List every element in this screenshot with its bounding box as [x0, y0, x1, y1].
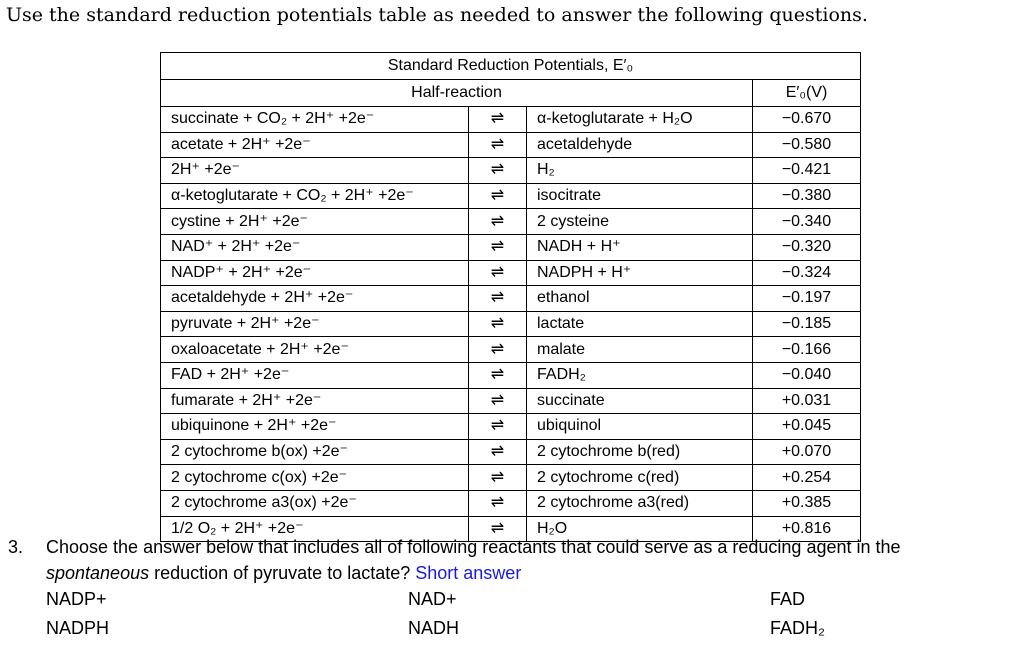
- table-row: [161, 183, 861, 209]
- product-cell: isocitrate: [527, 183, 753, 209]
- eo-value-cell: −0.185: [753, 311, 861, 337]
- option-nadph[interactable]: NADPH: [46, 618, 110, 638]
- question-emphasis: spontaneous: [46, 563, 150, 583]
- reactant-cell: fumarate + 2H⁺ +2e⁻: [161, 388, 469, 414]
- table-row: [161, 311, 861, 337]
- product-cell: 2 cytochrome b(red): [527, 439, 753, 465]
- table-row: [161, 337, 861, 363]
- eo-value-cell: +0.070: [753, 439, 861, 465]
- eo-value-cell: −0.340: [753, 209, 861, 235]
- eo-value-cell: −0.324: [753, 260, 861, 286]
- arrow-cell: ⇌: [469, 465, 527, 491]
- product-cell: 2 cytochrome c(red): [527, 465, 753, 491]
- reactant-cell: pyruvate + 2H⁺ +2e⁻: [161, 311, 469, 337]
- product-cell: succinate: [527, 388, 753, 414]
- reactant-cell: 2 cytochrome a3(ox) +2e⁻: [161, 490, 469, 516]
- table-row: [161, 286, 861, 312]
- reactant-cell: 2H⁺ +2e⁻: [161, 158, 469, 184]
- product-cell: NADPH + H⁺: [527, 260, 753, 286]
- table-row: [161, 362, 861, 388]
- question-number: 3.: [8, 537, 24, 557]
- reactant-cell: α-ketoglutarate + CO₂ + 2H⁺ +2e⁻: [161, 183, 469, 209]
- half-reaction-header: Half-reaction: [161, 80, 753, 107]
- arrow-cell: ⇌: [469, 132, 527, 158]
- table-row: [161, 158, 861, 184]
- option-fadh2[interactable]: FADH₂: [770, 618, 825, 638]
- arrow-cell: ⇌: [469, 234, 527, 260]
- short-answer-link[interactable]: Short answer: [415, 563, 522, 583]
- arrow-cell: ⇌: [469, 107, 527, 133]
- eo-value-cell: +0.816: [753, 516, 861, 542]
- eo-header: E′₀(V): [753, 80, 861, 107]
- question-text: [46, 534, 1006, 586]
- question-text-part2: reduction of pyruvate to lactate?: [149, 563, 416, 583]
- product-cell: lactate: [527, 311, 753, 337]
- product-cell: 2 cytochrome a3(red): [527, 490, 753, 516]
- product-cell: ethanol: [527, 286, 753, 312]
- arrow-cell: ⇌: [469, 439, 527, 465]
- option-nadh[interactable]: NADH: [408, 618, 460, 638]
- arrow-cell: ⇌: [469, 414, 527, 440]
- table-row: [161, 234, 861, 260]
- instructions: Use the standard reduction potentials table as needed to answer the following questions.: [6, 4, 868, 26]
- eo-value-cell: −0.166: [753, 337, 861, 363]
- product-cell: malate: [527, 337, 753, 363]
- eo-value-cell: +0.045: [753, 414, 861, 440]
- eo-value-cell: +0.254: [753, 465, 861, 491]
- option-fad[interactable]: FAD: [770, 589, 806, 609]
- arrow-cell: ⇌: [469, 516, 527, 542]
- reactant-cell: 2 cytochrome c(ox) +2e⁻: [161, 465, 469, 491]
- eo-value-cell: −0.421: [753, 158, 861, 184]
- eo-value-cell: −0.380: [753, 183, 861, 209]
- product-cell: FADH₂: [527, 362, 753, 388]
- reactant-cell: acetaldehyde + 2H⁺ +2e⁻: [161, 286, 469, 312]
- table-row: [161, 209, 861, 235]
- question-text-part1: Choose the answer below that includes all of following reactants that could serve as a reducing agent in the: [46, 537, 901, 557]
- table-row: [161, 490, 861, 516]
- reactant-cell: acetate + 2H⁺ +2e⁻: [161, 132, 469, 158]
- table-title: Standard Reduction Potentials, E′₀: [161, 53, 861, 80]
- option-nad[interactable]: NAD+: [408, 589, 457, 609]
- arrow-cell: ⇌: [469, 311, 527, 337]
- reduction-potentials-table: [160, 52, 861, 542]
- option-nadp[interactable]: NADP+: [46, 589, 107, 609]
- arrow-cell: ⇌: [469, 388, 527, 414]
- arrow-cell: ⇌: [469, 337, 527, 363]
- reactant-cell: 1/2 O₂ + 2H⁺ +2e⁻: [161, 516, 469, 542]
- eo-value-cell: −0.580: [753, 132, 861, 158]
- eo-value-cell: −0.670: [753, 107, 861, 133]
- table-row: [161, 107, 861, 133]
- reactant-cell: NAD⁺ + 2H⁺ +2e⁻: [161, 234, 469, 260]
- table-row: [161, 439, 861, 465]
- reactant-cell: oxaloacetate + 2H⁺ +2e⁻: [161, 337, 469, 363]
- arrow-cell: ⇌: [469, 286, 527, 312]
- reactant-cell: succinate + CO₂ + 2H⁺ +2e⁻: [161, 107, 469, 133]
- eo-value-cell: +0.031: [753, 388, 861, 414]
- product-cell: acetaldehyde: [527, 132, 753, 158]
- product-cell: α-ketoglutarate + H₂O: [527, 107, 753, 133]
- arrow-cell: ⇌: [469, 209, 527, 235]
- arrow-cell: ⇌: [469, 183, 527, 209]
- eo-value-cell: −0.197: [753, 286, 861, 312]
- product-cell: ubiquinol: [527, 414, 753, 440]
- reactant-cell: cystine + 2H⁺ +2e⁻: [161, 209, 469, 235]
- reactant-cell: NADP⁺ + 2H⁺ +2e⁻: [161, 260, 469, 286]
- eo-value-cell: −0.040: [753, 362, 861, 388]
- arrow-cell: ⇌: [469, 158, 527, 184]
- eo-value-cell: +0.385: [753, 490, 861, 516]
- arrow-cell: ⇌: [469, 362, 527, 388]
- arrow-cell: ⇌: [469, 260, 527, 286]
- table-row: [161, 260, 861, 286]
- table-row: [161, 132, 861, 158]
- eo-value-cell: −0.320: [753, 234, 861, 260]
- table-row: [161, 465, 861, 491]
- table-row: [161, 388, 861, 414]
- reactant-cell: ubiquinone + 2H⁺ +2e⁻: [161, 414, 469, 440]
- product-cell: NADH + H⁺: [527, 234, 753, 260]
- arrow-cell: ⇌: [469, 490, 527, 516]
- product-cell: H₂: [527, 158, 753, 184]
- table-row: [161, 414, 861, 440]
- reactant-cell: FAD + 2H⁺ +2e⁻: [161, 362, 469, 388]
- reactant-cell: 2 cytochrome b(ox) +2e⁻: [161, 439, 469, 465]
- product-cell: H₂O: [527, 516, 753, 542]
- product-cell: 2 cysteine: [527, 209, 753, 235]
